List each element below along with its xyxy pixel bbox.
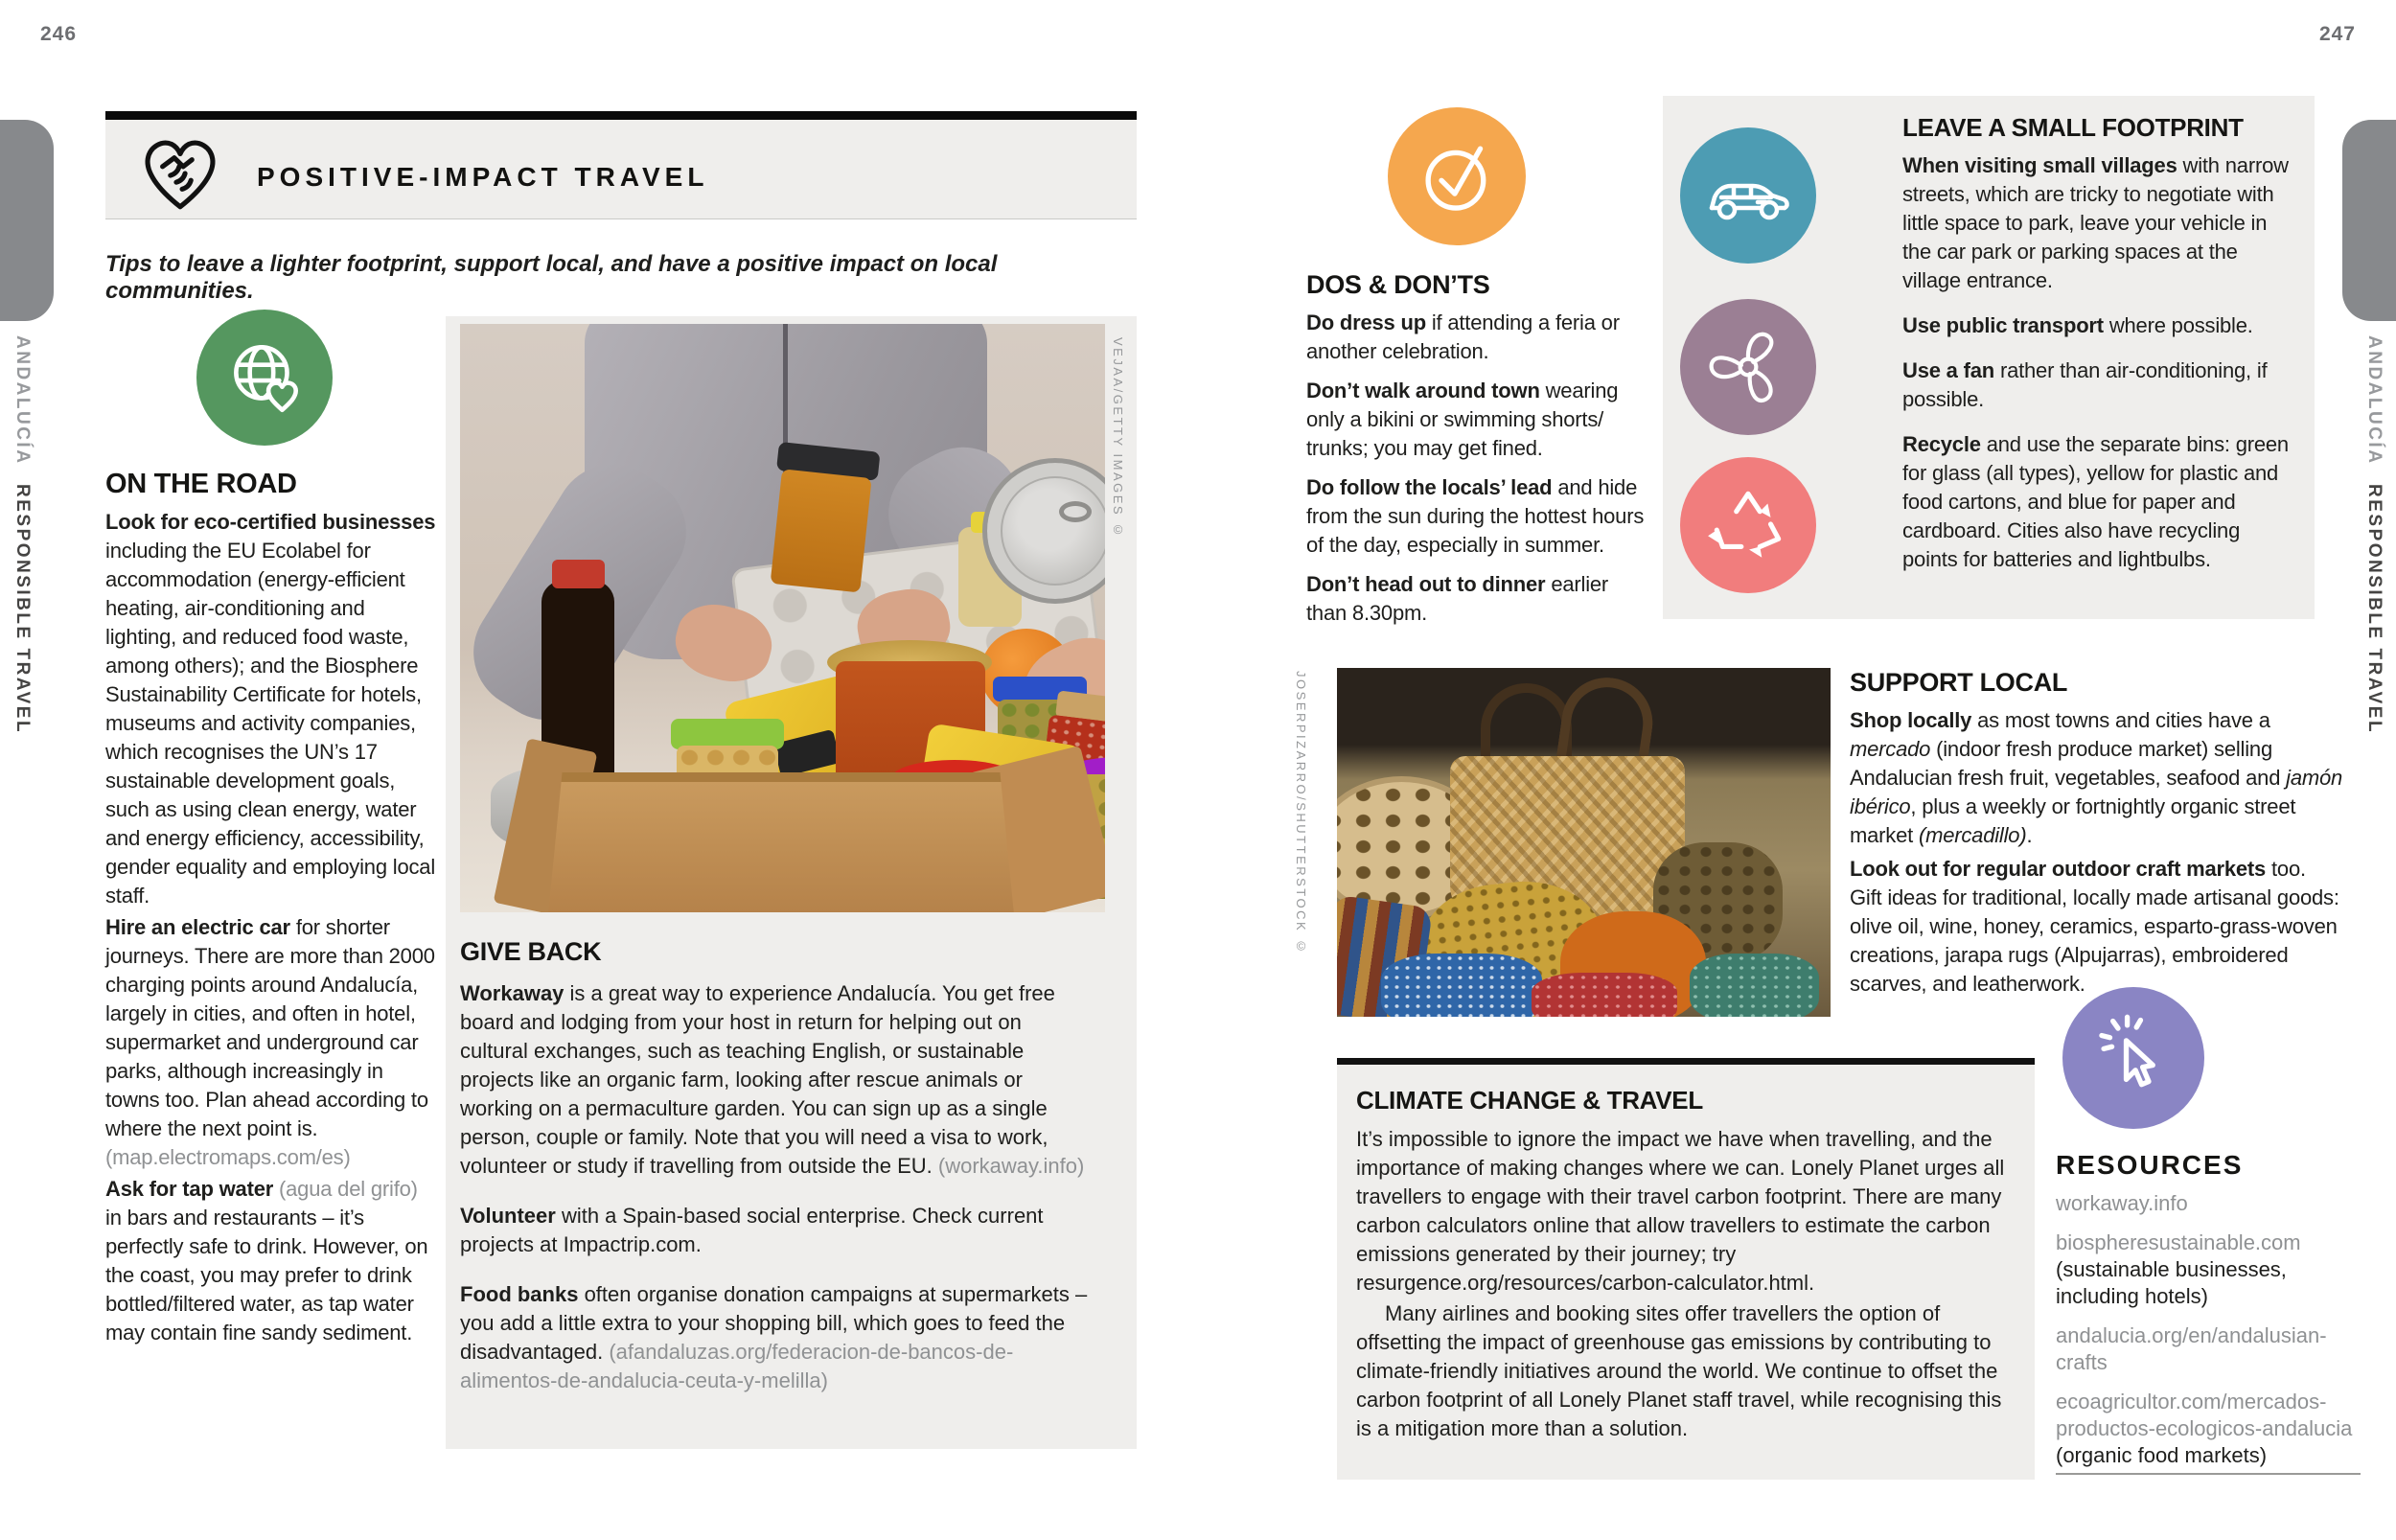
- on-the-road-column: [105, 508, 436, 1350]
- on-the-road-paragraph: Look for eco-certified businesses including the EU Ecolabel for accommodation (energy-efficient heating, air-conditioning and lighting, and reduced food waste, among others); and the Biosphere Sustainability Certificate for hotels, museums and activity companies, which recognises the UN’s 17 sustainable development goals, such as using clean energy, water and energy efficiency, accessibility, gender equality and employing local staff.: [105, 510, 436, 908]
- footprint-panel: [1663, 96, 2315, 619]
- support-local-paragraph: Look out for regular outdoor craft markets too. Gift ideas for traditional, locally made artisanal goods: olive oil, wine, honey, ceramics, esparto-grass-woven creations, jarapa rugs (Alpujarras), embroidered scarves, and leatherwork.: [1850, 857, 2339, 996]
- page-number-right: 247: [2318, 23, 2356, 45]
- spine-region-text: ANDALUCÍA: [12, 335, 33, 466]
- spine-region-label-right: [2363, 335, 2384, 465]
- photo-credit: JOSERPIZARRO/SHUTTERSTOCK ©: [1294, 671, 1308, 955]
- spine-section-text: RESPONSIBLE TRAVEL: [12, 484, 33, 735]
- intro-text: Tips to leave a lighter footprint, support local, and have a positive impact on local communities.: [105, 251, 998, 304]
- photo-teal-textile: [1690, 954, 1819, 1017]
- footprint-heading: LEAVE A SMALL FOOTPRINT: [1902, 113, 2244, 142]
- photo-honey-jar: [764, 442, 880, 595]
- donation-box-photo: [460, 324, 1105, 912]
- section-header-banner: [105, 111, 1137, 219]
- footprint-item: When visiting small villages with narrow streets, which are tricky to negotiate with little space to park, leave your vehicle in the car park or parking spaces at the village entrance.: [1902, 153, 2289, 292]
- check-circle-svg: [1411, 130, 1503, 222]
- resource-entry: andalucia.org/en/andalusian-crafts: [2056, 1323, 2327, 1374]
- dos-donts-heading: DOS & DON’TS: [1306, 270, 1490, 299]
- support-local-column: [1850, 706, 2343, 1003]
- recycle-icon: [1680, 457, 1816, 593]
- photo-can-pull-tab: [1059, 501, 1092, 522]
- climate-paragraph: It’s impossible to ignore the impact we have when travelling, and the importance of making changes where we can. Lonely Planet urges all travellers to engage with their travel carbon footprint. There are many carbon calculators online that allow travellers to estimate the carbon emissions generated by their journey; try resurgence.org/resources/carbon-calculator.html.: [1356, 1127, 2005, 1295]
- spine-section-text-right: RESPONSIBLE TRAVEL: [2364, 484, 2384, 735]
- give-back-paragraph: Workaway is a great way to experience Andalucía. You get free board and lodging from your host in return for helping out on cultural exchanges, such as teaching English, or sustainable projects like an organic farm, looking after rescue animals or working on a permaculture garden. You can sign up as a single person, couple or family. Note that you will need a visa to work, volunteer or study if travelling from outside the EU. (workaway.info): [460, 981, 1085, 1178]
- resources-divider: [2056, 1473, 2361, 1475]
- dos-donts-column: [1306, 309, 1651, 638]
- check-circle-icon: [1388, 107, 1526, 245]
- on-the-road-paragraph: Ask for tap water (agua del grifo) in bars and restaurants – it’s perfectly safe to drink. However, on the coast, you may prefer to drink bottled/filtered water, as tap water may contain fine sandy sediment.: [105, 1177, 428, 1345]
- footprint-item: Use public transport where possible.: [1902, 313, 2253, 337]
- photo-credit: VEJAA/GETTY IMAGES ©: [1111, 337, 1125, 540]
- give-back-column: [460, 979, 1088, 1395]
- spine-section-label-right: [2363, 484, 2384, 734]
- fan-icon: [1680, 299, 1816, 435]
- resource-entry: ecoagricultor.com/mercados-productos-ecologicos-andalucia (organic food markets): [2056, 1390, 2353, 1467]
- globe-heart-svg: [220, 333, 309, 422]
- page-number-left: 246: [40, 23, 78, 45]
- give-back-paragraph: Food banks often organise donation campaigns at supermarkets – you add a little extra to your shopping bill, which goes to feed the disadvantaged. (afandaluzas.org/federacion-de-bancos-de-alimentos-de-andalucia-ceuta-y-melilla): [460, 1282, 1088, 1392]
- climate-heading: CLIMATE CHANGE & TRAVEL: [1356, 1086, 1703, 1115]
- photo-bottle-cap: [552, 560, 605, 588]
- spine-region-text-right: ANDALUCÍA: [2364, 335, 2384, 466]
- spine-section-label: [12, 484, 33, 734]
- footprint-item: Recycle and use the separate bins: green for glass (all types), yellow for plastic and food cartons, and blue for paper and cardboard. Cities also have recycling points for batteries and lightbulbs.: [1902, 432, 2289, 571]
- dos-donts-item: Don’t head out to dinner earlier than 8.30pm.: [1306, 572, 1609, 625]
- photo-cardboard-box: [548, 772, 1014, 912]
- car-svg: [1700, 161, 1796, 230]
- climate-panel: [1337, 1058, 2035, 1480]
- support-local-paragraph: Shop locally as most towns and cities have a mercado (indoor fresh produce market) selling Andalucian fresh fruit, vegetables, seafood and jamón ibérico, plus a weekly or fortnightly organic street market (mercadillo).: [1850, 708, 2343, 847]
- cursor-click-icon: [2062, 987, 2204, 1129]
- footprint-item: Use a fan rather than air-conditioning, if possible.: [1902, 358, 2268, 411]
- handshake-heart-icon: [136, 129, 224, 218]
- resources-list: [2056, 1190, 2364, 1482]
- chapter-tab-right: [2342, 120, 2396, 321]
- photo-red-textile: [1532, 973, 1677, 1017]
- on-the-road-paragraph: Hire an electric car for shorter journeys. There are more than 2000 charging points around Andalucía, largely in cities, and often in hotel, supermarket and underground car parks, although increasingly in towns too. Plan ahead according to where the next point is. (map.electromaps.com/es): [105, 915, 435, 1169]
- chapter-tab-left: [0, 120, 54, 321]
- fan-svg: [1703, 322, 1793, 412]
- on-the-road-heading: ON THE ROAD: [105, 469, 297, 499]
- dos-donts-item: Do follow the locals’ lead and hide from the sun during the hottest hours of the day, especially in summer.: [1306, 475, 1645, 557]
- handshake-heart-svg: [136, 129, 224, 218]
- dos-donts-item: Don’t walk around town wearing only a bikini or swimming shorts/ trunks; you may get fined.: [1306, 379, 1619, 460]
- globe-heart-icon: [196, 310, 333, 446]
- photo-blue-textile: [1381, 954, 1542, 1017]
- support-local-heading: SUPPORT LOCAL: [1850, 668, 2068, 697]
- section-title: POSITIVE-IMPACT TRAVEL: [257, 162, 709, 192]
- climate-paragraph: Many airlines and booking sites offer travellers the option of offsetting the impact of greenhouse gas emissions by contributing to climate-friendly initiatives around the world. We continue to offset the carbon footprint of all Lonely Planet staff travel, while recognising this is a mitigation more than a solution.: [1356, 1301, 2002, 1440]
- footprint-column: [1902, 151, 2297, 590]
- resources-heading: RESOURCES: [2056, 1150, 2244, 1180]
- basket-market-photo: [1337, 668, 1831, 1017]
- dos-donts-item: Do dress up if attending a feria or another celebration.: [1306, 310, 1620, 363]
- cursor-click-svg: [2087, 1012, 2179, 1104]
- give-back-panel: [446, 316, 1137, 1449]
- resource-entry: biospheresustainable.com (sustainable businesses, including hotels): [2056, 1230, 2301, 1308]
- recycle-svg: [1704, 481, 1792, 569]
- give-back-paragraph: Volunteer with a Spain-based social enterprise. Check current projects at Impactrip.com.: [460, 1204, 1044, 1256]
- resource-entry: workaway.info: [2056, 1191, 2188, 1215]
- give-back-heading: GIVE BACK: [460, 937, 602, 966]
- car-icon: [1680, 127, 1816, 264]
- spine-region-label: [12, 335, 33, 465]
